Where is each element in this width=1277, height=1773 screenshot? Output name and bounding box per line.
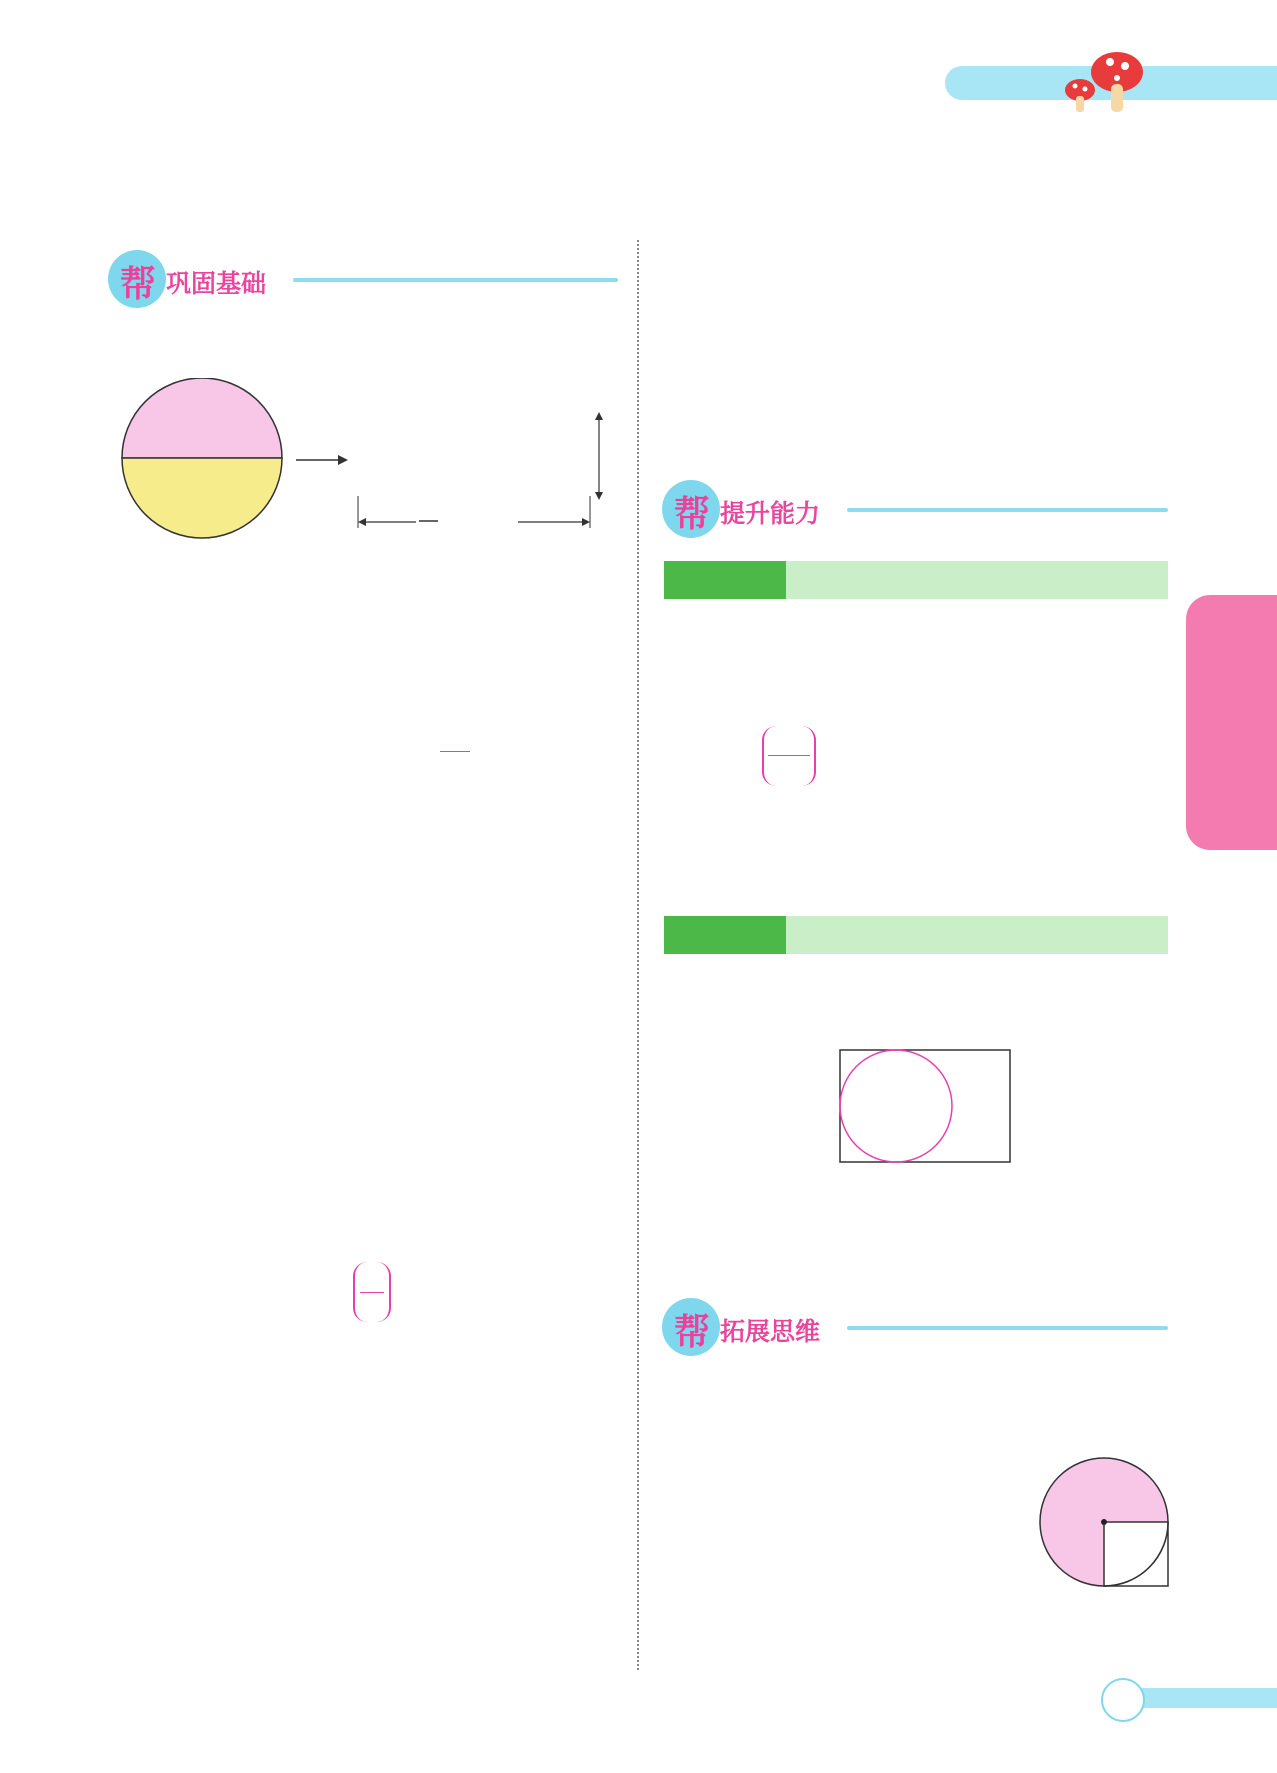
circle-square-figure xyxy=(1034,1452,1174,1592)
section-badge-char: 帮 xyxy=(674,494,711,535)
q3-p2-line2 xyxy=(724,276,784,306)
section-label xyxy=(720,494,820,530)
section-label xyxy=(720,1312,820,1348)
q3-p3-line2 xyxy=(724,391,784,421)
q1-line3 xyxy=(130,642,220,672)
q2-line5 xyxy=(172,1220,252,1250)
q1-line4 xyxy=(130,684,200,714)
section-label xyxy=(166,264,266,300)
section-badge-char: 帮 xyxy=(674,1312,711,1353)
section-label-text: 拓展思维 xyxy=(720,1317,821,1346)
unit-tab xyxy=(1186,595,1277,850)
point-bar-1 xyxy=(664,561,1168,599)
rectangle-circle-figure xyxy=(838,1048,1012,1164)
section-line xyxy=(847,1326,1168,1330)
point-label-box xyxy=(664,561,786,599)
section-badge-char: 帮 xyxy=(120,264,157,305)
section-header-extend xyxy=(662,1298,1168,1354)
column-divider xyxy=(637,240,639,1670)
section-header-improve xyxy=(662,480,1168,536)
section-label-text: 巩固基础 xyxy=(166,269,267,298)
point-label-box xyxy=(664,916,786,954)
q2-line2 xyxy=(172,1094,262,1124)
q2-line4 xyxy=(172,1178,232,1208)
point-bar-2 xyxy=(664,916,1168,954)
paren-box xyxy=(762,726,816,786)
section-label-text: 提升能力 xyxy=(720,499,821,528)
page-number xyxy=(1101,1678,1145,1722)
fraction-bar xyxy=(360,1292,384,1293)
section-line xyxy=(293,278,618,282)
circle-to-rectangle-figure xyxy=(116,378,626,548)
q1-line2 xyxy=(130,600,212,630)
section-line xyxy=(847,508,1168,512)
q1-circle-formula xyxy=(130,926,330,956)
mushroom-icon xyxy=(1055,44,1145,116)
q3-p1-line3 xyxy=(172,1466,232,1496)
q1-line6 xyxy=(130,798,190,828)
fraction-bar xyxy=(440,751,470,752)
fraction-bar xyxy=(768,755,810,756)
q1-line5 xyxy=(130,741,200,771)
q2-line3 xyxy=(172,1136,472,1166)
section-header-basic xyxy=(108,250,618,306)
